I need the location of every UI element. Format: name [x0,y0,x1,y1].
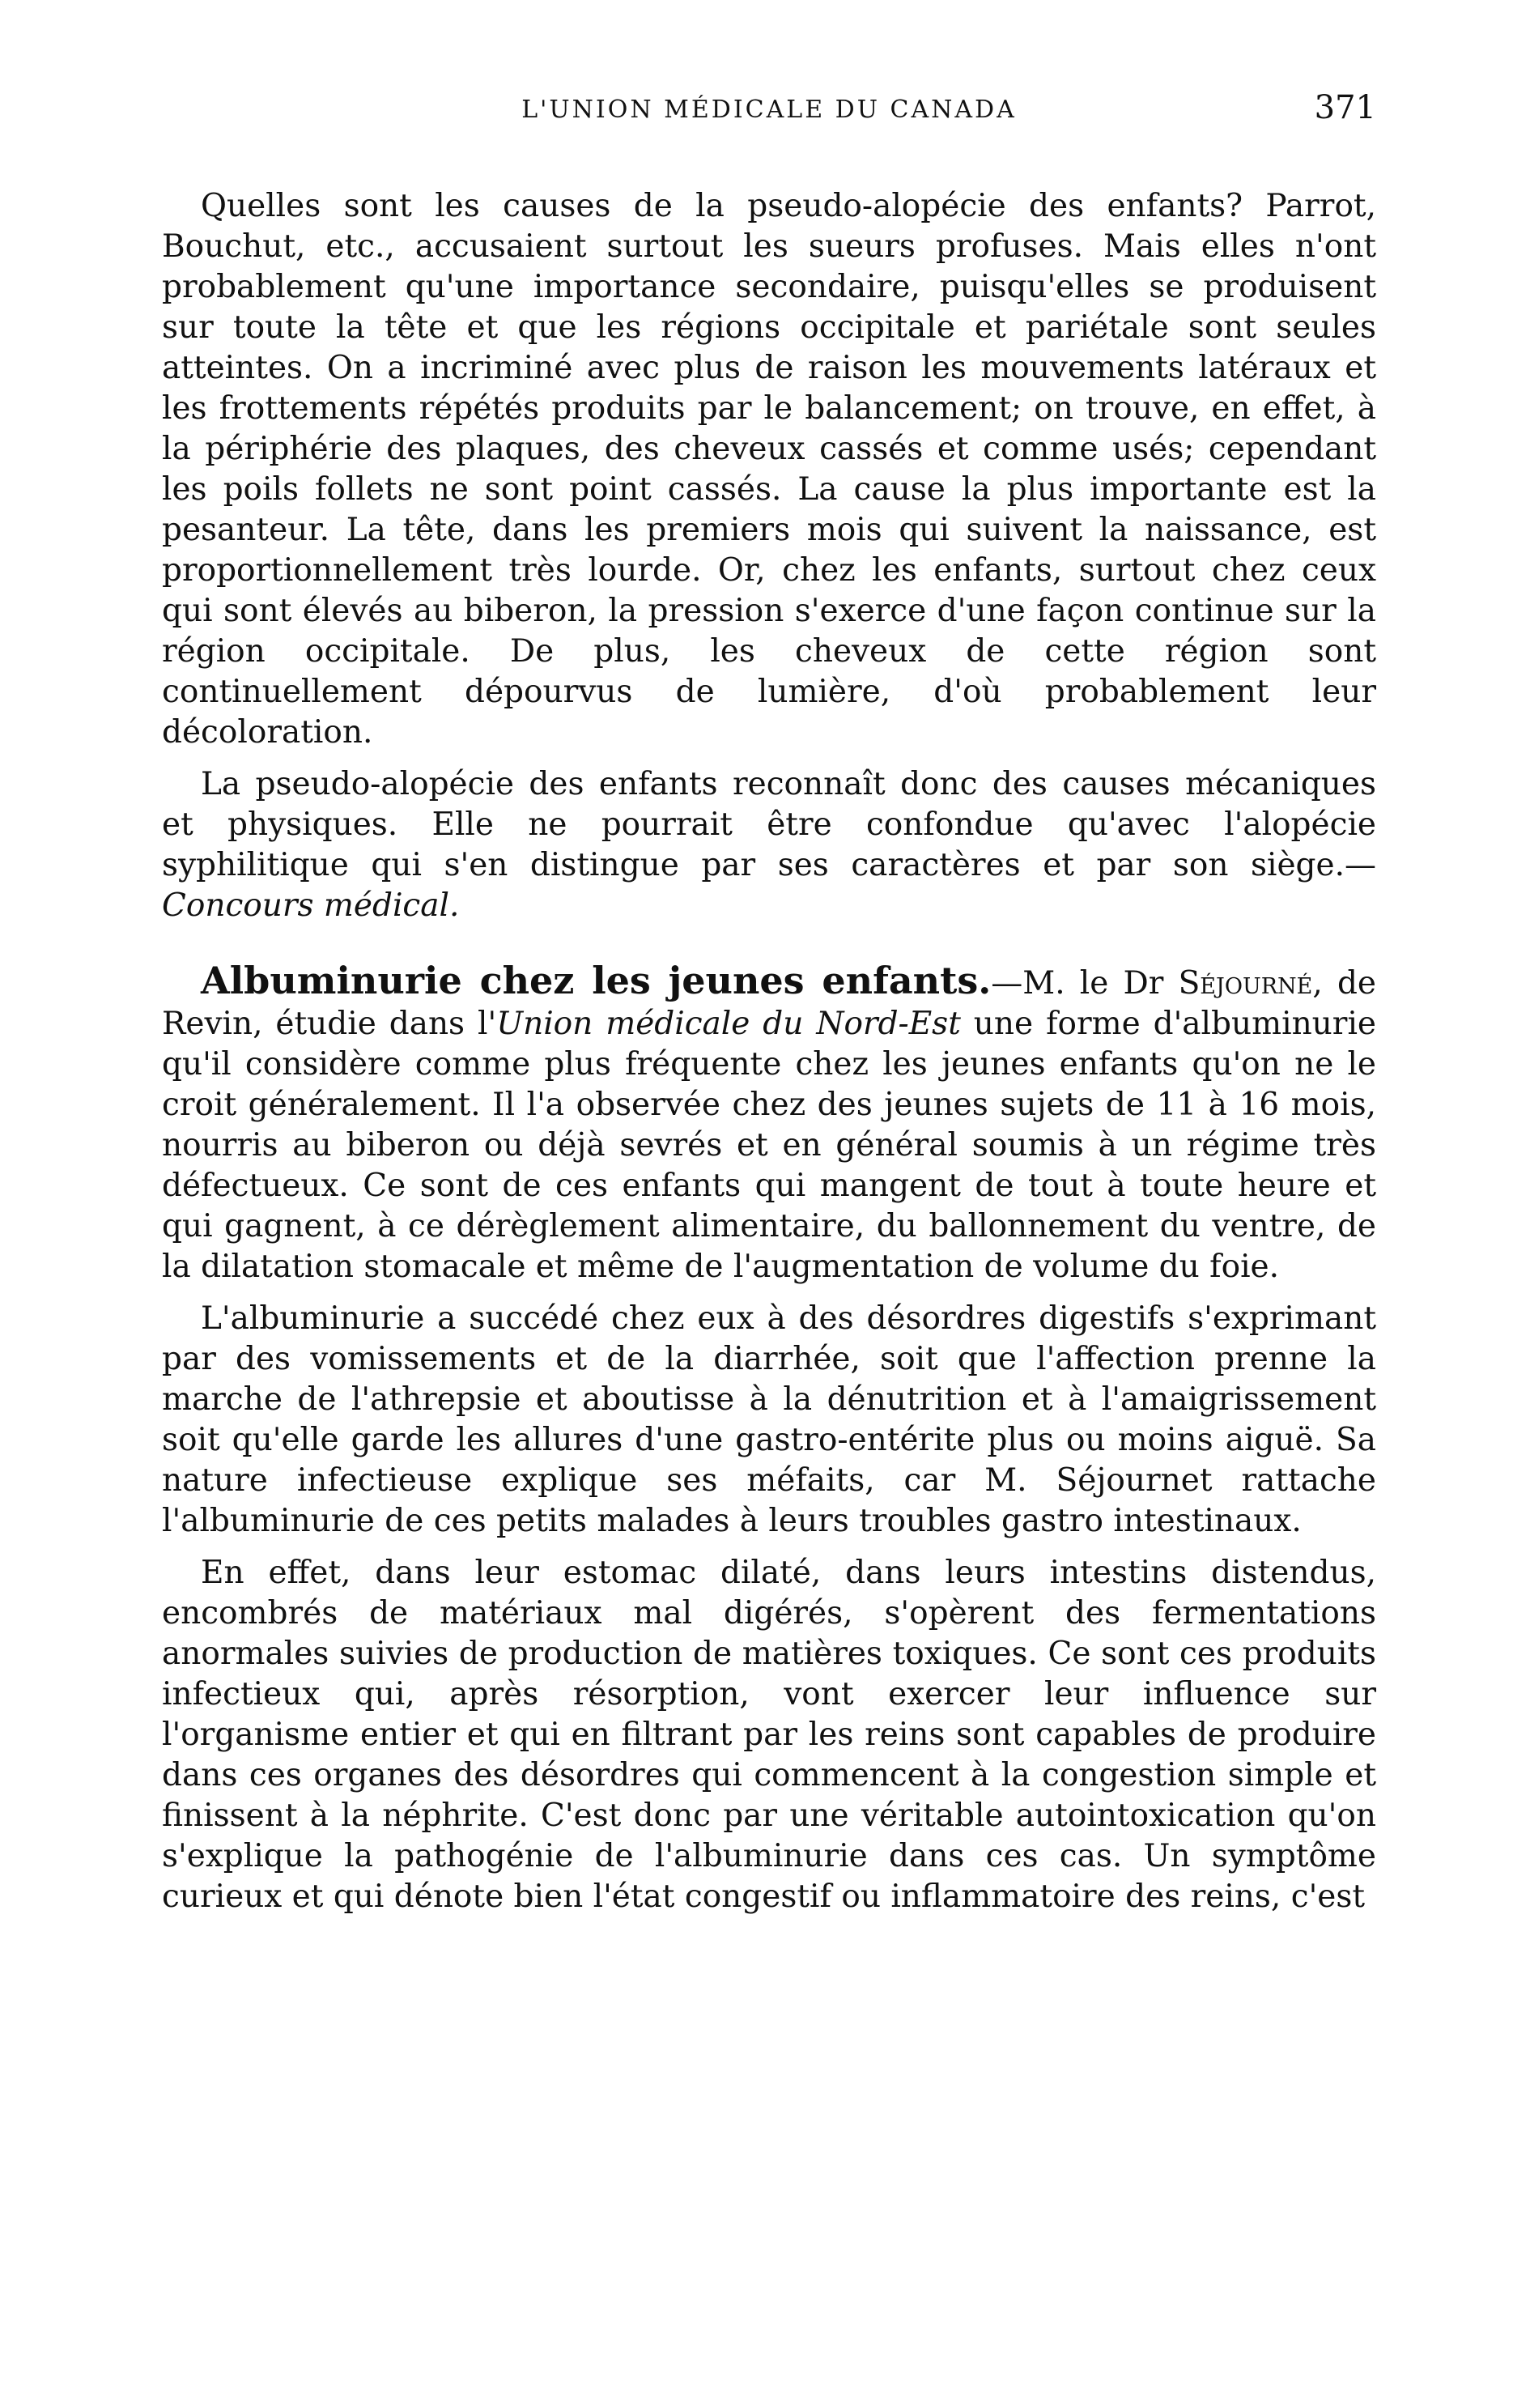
intro-after-author: , de Revin, étudie dans l' [162,965,1376,1042]
alopecia-paragraph-1: Quelles sont les causes de la pseudo-alopécie des enfants? Parrot, Bouchut, etc., accusaient surtout les sueurs profuses. Mais elles n'ont probablement qu'une importance secondaire, puisqu'elles se produisent sur toute la tête et que les régions occipitale et pariétale sont seules atteintes. On a incriminé avec plus de raison les mouvements latéraux et les frottements répétés produits par le balancement; on trouve, en effet, à la périphérie des plaques, des cheveux cassés et comme usés; cependant les poils follets ne sont point cassés. La cause la plus importante est la pesanteur. La tête, dans les premiers mois qui suivent la naissance, est proportionnellement très lourde. Or, chez les enfants, surtout chez ceux qui sont élevés au biberon, la pression s'exerce d'une façon continue sur la région occipitale. De plus, les cheveux de cette région sont continuellement dépourvus de lumière, d'où probablement leur décoloration. [162,188,1376,751]
section-heading: Albuminurie chez les jeunes enfants. [201,959,992,1002]
journal-title: L'UNION MÉDICALE DU CANADA [521,96,1017,124]
albuminuria-paragraph-1 [162,960,1376,1287]
albuminuria-paragraph-2: L'albuminurie a succédé chez eux à des désordres digestifs s'exprimant par des vomissements et de la diarrhée, soit que l'affection prenne la marche de l'athrepsie et aboutisse à la dénutrition et à l'amaigrissement soit qu'elle garde les allures d'une gastro-entérite plus ou moins aiguë. Sa nature infectieuse explique ses méfaits, car M. Séjournet rattache l'albuminurie de ces petits malades à leurs troubles gastro intestinaux. [162,1300,1376,1539]
author-name: Séjourné [1178,965,1313,1002]
intro-rest: une forme d'albuminurie qu'il considère comme plus fréquente chez les jeunes enfants qu'on ne le croit généralement. Il l'a observée chez des jeunes sujets de 11 à 16 mois, nourris au biberon ou déjà sevrés et en général soumis à un régime très défectueux. Ce sont de ces enfants qui mangent de tout à toute heure et qui gagnent, à ce dérèglement alimentaire, du ballonnement du ventre, de la dilatation stomacale et même de l'augmentation de volume du foie. [162,1006,1377,1285]
author-prefix: —M. le Dr [991,965,1179,1002]
alopecia-paragraph-2 [162,764,1376,926]
body-text [162,186,1376,1917]
running-head [162,81,1376,138]
albuminuria-paragraph-3: En effet, dans leur estomac dilaté, dans leurs intestins distendus, encombrés de matériaux mal digérés, s'opèrent des fermentations anormales suivies de production de matières toxiques. Ce sont ces produits infectieux qui, après résorption, vont exercer leur influence sur l'organisme entier et qui en filtrant par les reins sont capables de produire dans ces organes des désordres qui commencent à la congestion simple et finissent à la néphrite. C'est donc par une véritable autointoxication qu'on s'explique la pathogénie de l'albuminurie dans ces cas. Un symptôme curieux et qui dénote bien l'état congestif ou inflammatoire des reins, c'est [162,1555,1376,1915]
page-number: 371 [1314,89,1376,126]
source-citation: Concours médical. [162,887,460,924]
alopecia-paragraph-2-text: La pseudo-alopécie des enfants reconnaît donc des causes mécaniques et physiques. Elle ne pourrait être confondue qu'avec l'alopécie syphilitique qui s'en distingue par ses caractères et par son siège.— [162,766,1376,883]
document-page [162,81,1376,1929]
journal-name: Union médicale du Nord-Est [496,1006,961,1042]
